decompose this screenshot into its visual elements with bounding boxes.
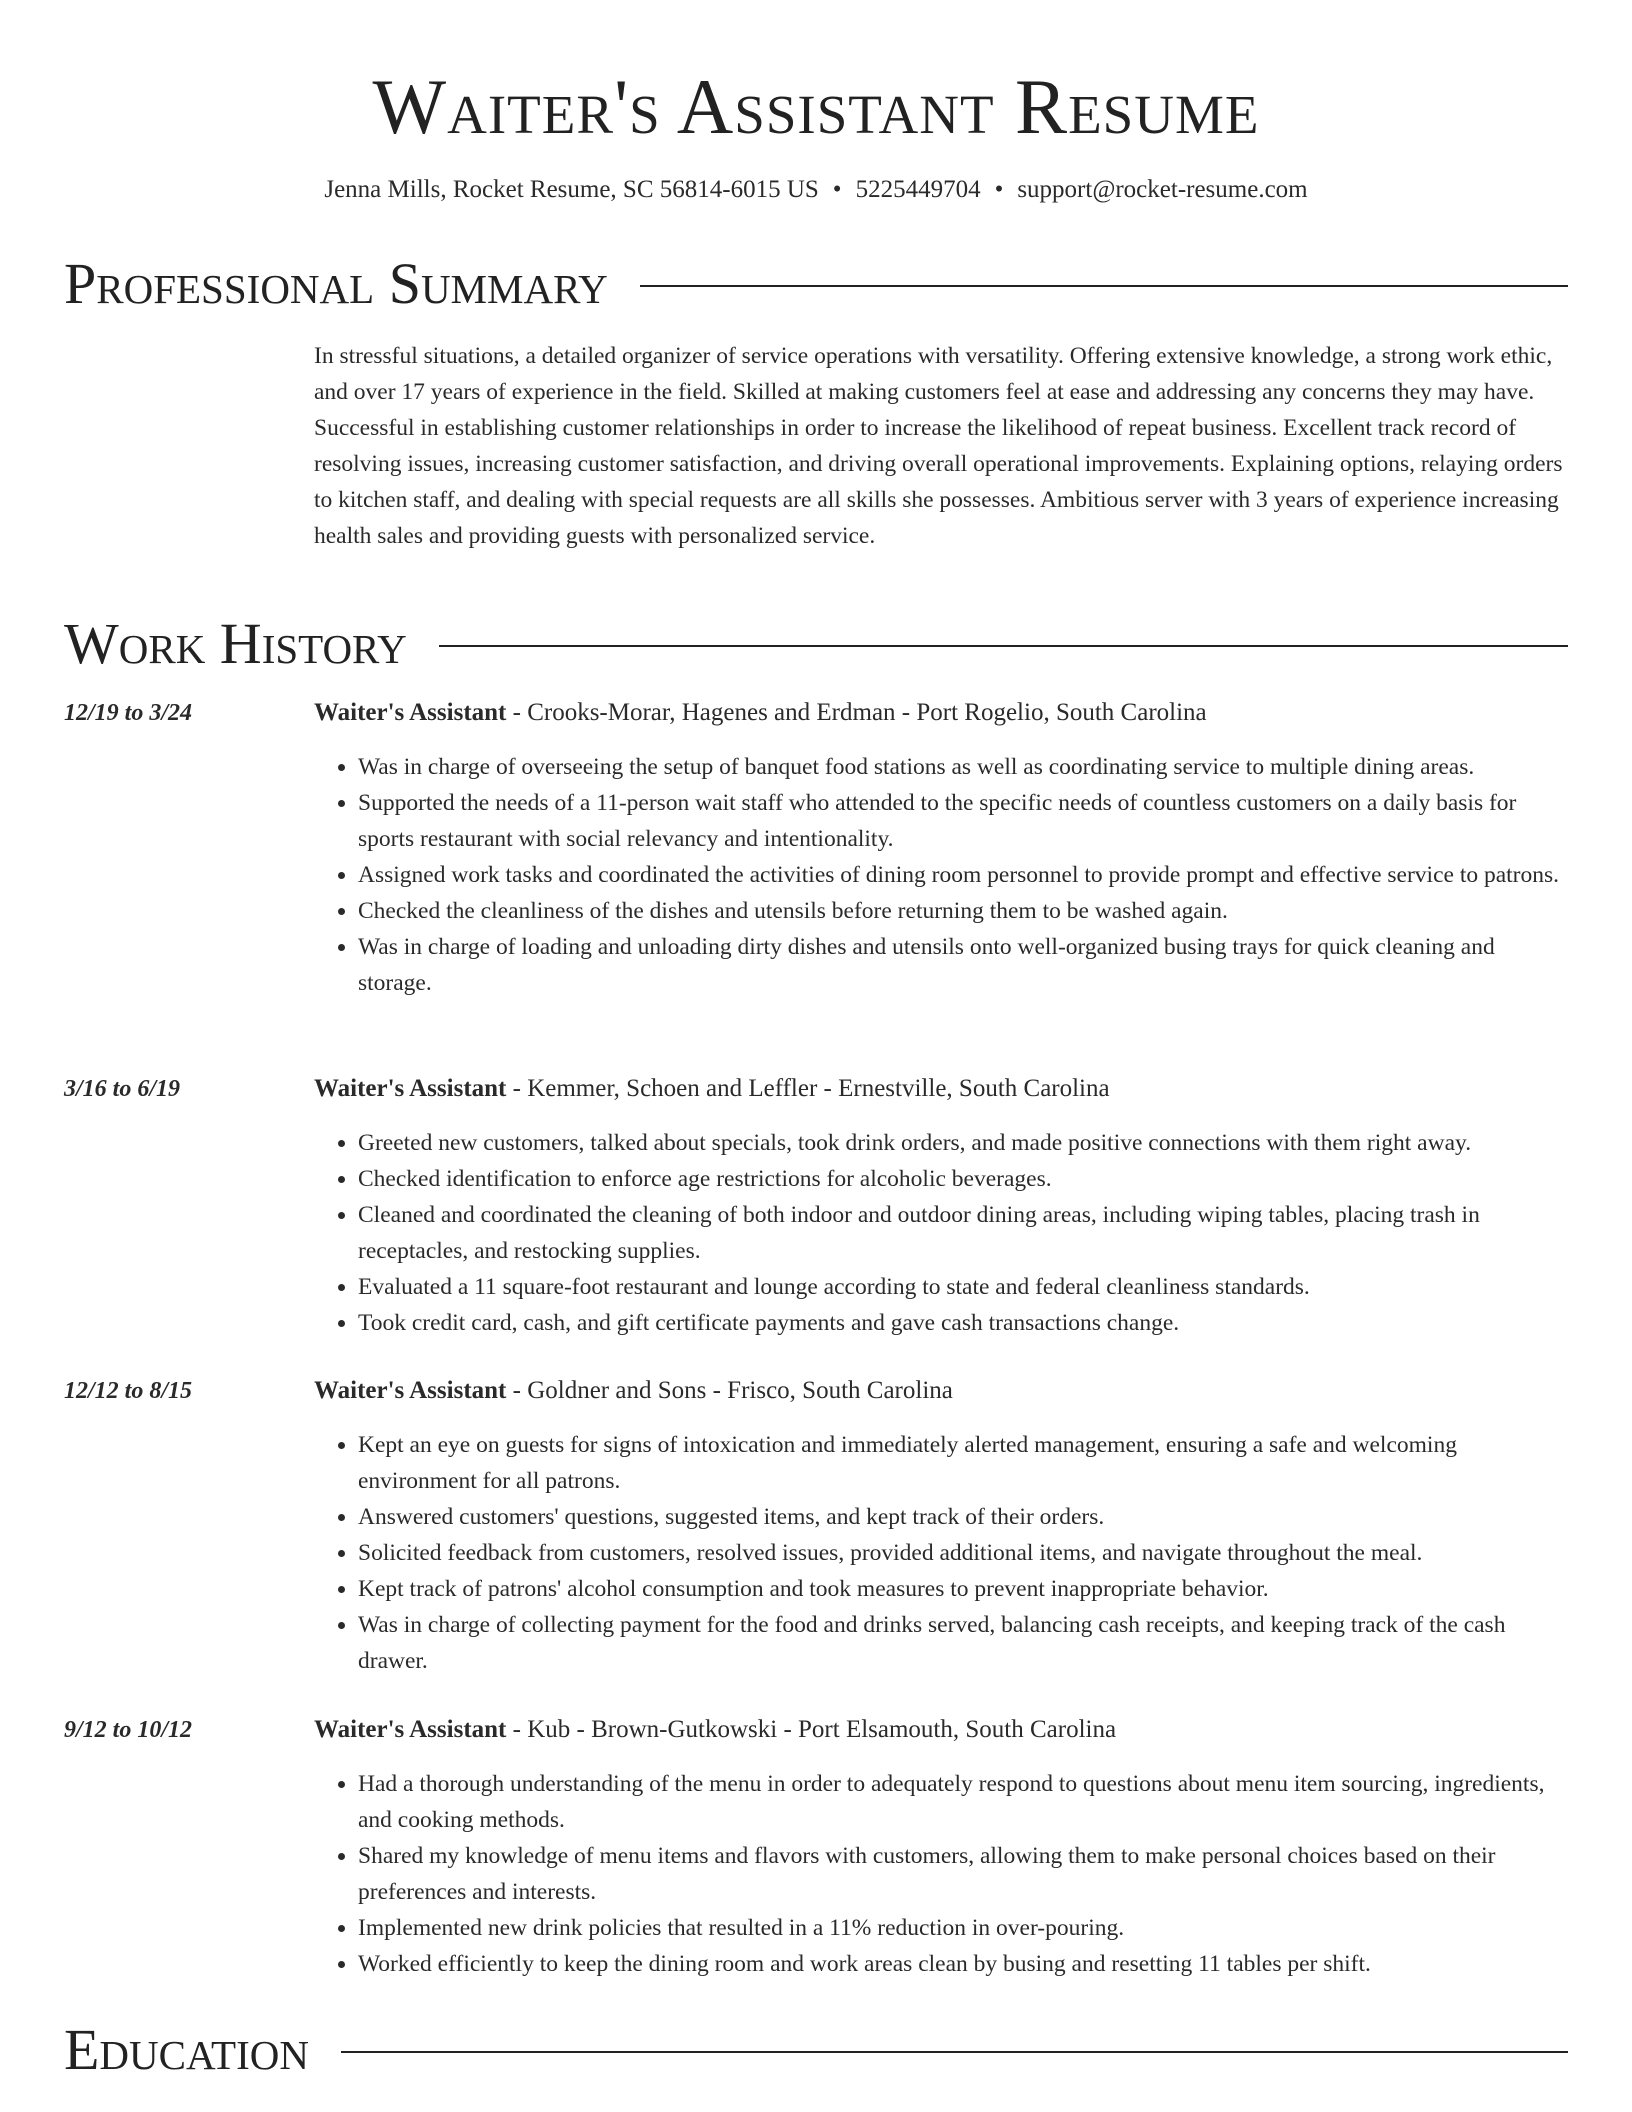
contact-line (0, 174, 1632, 206)
job-heading (314, 1712, 1116, 1748)
job-heading (314, 1071, 1110, 1107)
job-role: Waiter's Assistant (314, 1075, 507, 1102)
contact-email[interactable]: support@rocket-resume.com (1017, 176, 1308, 203)
job-bullet: • Evaluated a 11 square-foot restaurant and lounge according to state and federal cleanliness standards. (358, 1269, 1568, 1305)
job-bullet: • Cleaned and coordinated the cleaning of both indoor and outdoor dining areas, including wiping tables, placing trash in receptacles, and restocking supplies. (358, 1197, 1568, 1269)
job-employer: - Goldner and Sons - Frisco, South Carolina (506, 1377, 953, 1404)
job-bullets (314, 1125, 1568, 1341)
section-work-history (64, 612, 1568, 676)
job-heading (314, 695, 1207, 731)
job-dates: 3/16 to 6/19 (64, 1076, 181, 1102)
job-bullet: • Took credit card, cash, and gift certificate payments and gave cash transactions change. (358, 1305, 1568, 1341)
section-divider (439, 645, 1568, 647)
section-title: Professional Summary (64, 251, 608, 316)
job-bullet: • Shared my knowledge of menu items and flavors with customers, allowing them to make personal choices based on their preferences and interests. (358, 1838, 1568, 1910)
job-bullets (314, 1427, 1568, 1679)
section-title: Education (64, 2017, 309, 2082)
contact-separator: • (994, 176, 1004, 203)
job-bullet: • Had a thorough understanding of the menu in order to adequately respond to questions about menu item sourcing, ingredients, and cooking methods. (358, 1766, 1568, 1838)
job-dates: 9/12 to 10/12 (64, 1717, 193, 1743)
section-education (64, 2018, 1568, 2082)
section-title: Work History (64, 611, 407, 676)
job-bullet: • Implemented new drink policies that resulted in a 11% reduction in over-pouring. (358, 1910, 1568, 1946)
job-bullet: • Was in charge of collecting payment for the food and drinks served, balancing cash receipts, and keeping track of the cash drawer. (358, 1607, 1568, 1679)
job-employer: - Kemmer, Schoen and Leffler - Ernestville, South Carolina (506, 1075, 1110, 1102)
job-bullets (314, 1766, 1568, 1982)
job-bullet: • Answered customers' questions, suggested items, and kept track of their orders. (358, 1499, 1568, 1535)
section-divider (640, 285, 1568, 287)
job-bullet: • Assigned work tasks and coordinated the activities of dining room personnel to provide prompt and effective service to patrons. (358, 857, 1568, 893)
job-bullet: • Solicited feedback from customers, resolved issues, provided additional items, and navigate throughout the meal. (358, 1535, 1568, 1571)
job-dates: 12/19 to 3/24 (64, 700, 193, 726)
section-professional-summary (64, 252, 1568, 316)
job-bullet: • Supported the needs of a 11-person wait staff who attended to the specific needs of countless customers on a daily basis for sports restaurant with social relevancy and intentionality. (358, 785, 1568, 857)
job-dates: 12/12 to 8/15 (64, 1378, 193, 1404)
contact-phone: 5225449704 (855, 176, 981, 203)
contact-address: Jenna Mills, Rocket Resume, SC 56814-6015 US (324, 176, 819, 203)
job-role: Waiter's Assistant (314, 699, 507, 726)
job-heading (314, 1373, 953, 1409)
contact-separator: • (832, 176, 842, 203)
job-bullet: • Worked efficiently to keep the dining room and work areas clean by busing and resetting 11 tables per shift. (358, 1946, 1568, 1982)
job-bullet: • Greeted new customers, talked about specials, took drink orders, and made positive connections with them right away. (358, 1125, 1568, 1161)
job-bullet: • Checked the cleanliness of the dishes and utensils before returning them to be washed again. (358, 893, 1568, 929)
job-bullet: • Was in charge of overseeing the setup of banquet food stations as well as coordinating service to multiple dining areas. (358, 749, 1568, 785)
section-divider (341, 2051, 1568, 2053)
job-employer: - Crooks-Morar, Hagenes and Erdman - Port Rogelio, South Carolina (506, 699, 1207, 726)
job-bullet: • Checked identification to enforce age restrictions for alcoholic beverages. (358, 1161, 1568, 1197)
job-bullets (314, 749, 1568, 1001)
job-employer: - Kub - Brown-Gutkowski - Port Elsamouth, South Carolina (506, 1716, 1117, 1743)
job-bullet: • Kept track of patrons' alcohol consumption and took measures to prevent inappropriate behavior. (358, 1571, 1568, 1607)
job-role: Waiter's Assistant (314, 1716, 507, 1743)
job-role: Waiter's Assistant (314, 1377, 507, 1404)
job-bullet: • Was in charge of loading and unloading dirty dishes and utensils onto well-organized busing trays for quick cleaning and storage. (358, 929, 1568, 1001)
resume-title: Waiter's Assistant Resume (372, 63, 1260, 150)
job-bullet: • Kept an eye on guests for signs of intoxication and immediately alerted management, ensuring a safe and welcoming environment for all patrons. (358, 1427, 1568, 1499)
summary-paragraph: In stressful situations, a detailed organizer of service operations with versatility. Offering extensive knowledge, a strong work ethic, and over 17 years of experience in the field. Skilled at making customers feel at ease and addressing any concerns they may have. Successful in establishing customer relationships in order to increase the likelihood of repeat business. Excellent track record of resolving issues, increasing customer satisfaction, and driving overall operational improvements. Explaining options, relaying orders to kitchen staff, and dealing with special requests are all skills she possesses. Ambitious server with 3 years of experience increasing health sales and providing guests with personalized service. (314, 343, 1563, 549)
